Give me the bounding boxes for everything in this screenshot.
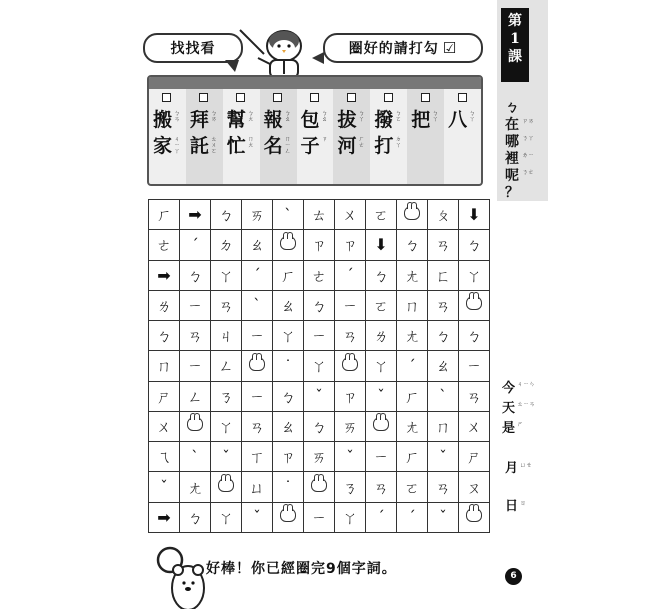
word-zhuyin: ㄅㄛ <box>395 110 402 123</box>
date-label-zhuyin: ㄩㄝ <box>520 462 533 469</box>
lesson-title-zhuyin: ㄌㄧ <box>522 152 535 159</box>
word-zhuyin: ㄇㄤ <box>247 136 254 149</box>
letter-search-grid <box>148 199 490 533</box>
grid-cell[interactable]: ˇ <box>366 381 397 411</box>
lesson-title-char: ㄅ <box>505 100 519 116</box>
word-column <box>223 89 260 186</box>
grid-cell[interactable]: ㄟ <box>149 442 180 472</box>
bunny-icon <box>280 508 296 522</box>
word-checkbox[interactable] <box>347 93 356 102</box>
word-character: 撥 <box>374 109 394 131</box>
grid-cell[interactable]: ㄤ <box>180 472 211 502</box>
grid-cell[interactable]: ㄕ <box>459 442 490 472</box>
grid-cell[interactable]: ˋ <box>180 442 211 472</box>
grid-cell[interactable]: ˋ <box>242 290 273 320</box>
grid-cell[interactable]: ㄞ <box>335 411 366 441</box>
word-zhuyin: ㄅㄚ <box>469 110 476 123</box>
grid-cell[interactable]: ㄌ <box>366 321 397 351</box>
grid-cell[interactable]: ㄛ <box>366 290 397 320</box>
lesson-title-char: 哪 <box>505 134 519 150</box>
grid-cell[interactable]: ˇ <box>242 502 273 532</box>
checkbox-icon: ☑ <box>442 39 458 57</box>
grid-cell[interactable]: ㄅ <box>459 230 490 260</box>
word-zhuyin: ㄅㄚ <box>358 110 365 123</box>
grid-cell[interactable]: ㄅ <box>211 200 242 230</box>
lesson-title-zhuyin: ㄋㄚ <box>522 135 535 142</box>
word-checkbox[interactable] <box>162 93 171 102</box>
grid-cell-bunny[interactable] <box>397 200 428 230</box>
grid-cell-bunny[interactable] <box>273 230 304 260</box>
grid-cell[interactable]: ㄢ <box>459 381 490 411</box>
word-zhuyin: ㄅㄞ <box>210 110 217 123</box>
grid-cell[interactable]: ㄅ <box>149 321 180 351</box>
grid-cell-bunny[interactable] <box>273 502 304 532</box>
grid-cell[interactable]: ㄨ <box>149 411 180 441</box>
word-column <box>260 89 297 186</box>
grid-cell[interactable]: ㄢ <box>428 472 459 502</box>
grid-cell[interactable]: ㄚ <box>304 351 335 381</box>
grid-cell[interactable]: ㄏ <box>273 260 304 290</box>
grid-cell[interactable]: ˊ <box>242 260 273 290</box>
grid-cell[interactable]: ㄅ <box>459 321 490 351</box>
grid-cell[interactable]: ˇ <box>428 502 459 532</box>
speech-bubble-find <box>143 33 243 63</box>
word-column <box>370 89 407 186</box>
grid-cell[interactable]: ˇ <box>335 442 366 472</box>
grid-cell[interactable]: ˇ <box>149 472 180 502</box>
grid-row <box>149 290 490 320</box>
word-checkbox[interactable] <box>199 93 208 102</box>
grid-cell[interactable]: ㄌ <box>149 290 180 320</box>
bunny-icon <box>311 478 327 492</box>
grid-cell[interactable]: ˇ <box>428 442 459 472</box>
date-label-char: 是 <box>502 421 516 436</box>
grid-cell[interactable]: ㄚ <box>366 351 397 381</box>
word-checkbox[interactable] <box>458 93 467 102</box>
grid-cell[interactable]: ㄤ <box>397 411 428 441</box>
lesson-title-char: 呢 <box>505 168 519 184</box>
grid-cell[interactable]: ˊ <box>397 502 428 532</box>
word-column <box>407 89 444 186</box>
bubble-tail <box>225 60 239 72</box>
grid-cell[interactable]: ㄞ <box>304 442 335 472</box>
grid-cell[interactable]: ㄇ <box>428 411 459 441</box>
grid-cell[interactable]: ㄥ <box>180 381 211 411</box>
grid-cell[interactable]: ㄧ <box>335 290 366 320</box>
grid-cell[interactable]: ㄠ <box>273 290 304 320</box>
date-label-zhuyin: ㄖ <box>520 500 527 507</box>
grid-cell[interactable]: ˇ <box>304 381 335 411</box>
grid-cell[interactable]: ㄅ <box>180 502 211 532</box>
grid-row <box>149 230 490 260</box>
word-character: 把 <box>411 109 431 131</box>
grid-cell-bunny[interactable] <box>180 411 211 441</box>
grid-cell[interactable]: ㄧ <box>242 321 273 351</box>
word-character: 搬 <box>153 109 173 131</box>
grid-cell[interactable]: ㄢ <box>180 321 211 351</box>
bear-magnifier-illustration <box>148 538 206 609</box>
arrow-down-icon[interactable]: ⬇ <box>366 230 397 260</box>
grid-cell[interactable]: ㄅ <box>397 230 428 260</box>
word-character: 家 <box>153 135 173 157</box>
grid-cell-bunny[interactable] <box>242 351 273 381</box>
grid-cell[interactable]: ㄧ <box>366 442 397 472</box>
grid-cell-bunny[interactable] <box>304 472 335 502</box>
grid-cell-bunny[interactable] <box>459 290 490 320</box>
grid-cell[interactable]: ㄚ <box>211 502 242 532</box>
word-character: 託 <box>189 135 209 157</box>
date-label-char: 天 <box>502 401 516 416</box>
word-zhuyin: ㄅㄠ <box>321 110 328 123</box>
grid-cell[interactable]: ㄡ <box>459 472 490 502</box>
arrow-right-icon[interactable]: ➡ <box>149 502 180 532</box>
word-list-box <box>147 75 483 186</box>
grid-cell[interactable]: ˊ <box>397 351 428 381</box>
date-label-zhuyin: ㄕ <box>517 421 524 428</box>
grid-cell[interactable]: ㄅ <box>366 260 397 290</box>
grid-row <box>149 200 490 230</box>
word-character: 打 <box>374 135 394 157</box>
grid-cell[interactable]: ㄚ <box>335 502 366 532</box>
grid-cell[interactable]: ㄆ <box>428 200 459 230</box>
word-list-header-band <box>149 77 481 89</box>
arrow-right-icon[interactable]: ➡ <box>149 260 180 290</box>
bunny-icon <box>466 296 482 310</box>
grid-row <box>149 321 490 351</box>
lesson-title-zhuyin: ㄋㄜ <box>522 169 535 176</box>
word-column <box>297 89 334 186</box>
grid-cell[interactable]: ㄧ <box>242 381 273 411</box>
word-column <box>444 89 481 186</box>
grid-cell[interactable]: ㄚ <box>211 260 242 290</box>
word-checkbox[interactable] <box>236 93 245 102</box>
grid-cell[interactable]: ㄊ <box>304 200 335 230</box>
grid-cell[interactable]: ㄧ <box>304 502 335 532</box>
word-zhuyin: ㄊㄨㄛ <box>210 136 217 155</box>
lesson-title-char: ？ <box>505 185 519 201</box>
grid-cell[interactable]: ㄏ <box>397 442 428 472</box>
grid-cell[interactable]: ㄇ <box>149 351 180 381</box>
word-character: 八 <box>448 109 468 131</box>
grid-cell[interactable]: ㄠ <box>273 411 304 441</box>
grid-cell[interactable]: ˙ <box>273 472 304 502</box>
word-character: 拔 <box>337 109 357 131</box>
grid-cell-bunny[interactable] <box>335 351 366 381</box>
word-character: 河 <box>337 135 357 157</box>
grid-cell[interactable]: ㄚ <box>459 260 490 290</box>
grid-cell[interactable]: ㄤ <box>397 260 428 290</box>
word-column <box>333 89 370 186</box>
word-zhuyin: ㄐㄧㄚ <box>174 136 181 155</box>
grid-cell[interactable]: ㄞ <box>242 200 273 230</box>
date-label-zhuyin: ㄐㄧㄣ <box>517 381 536 388</box>
grid-cell[interactable]: ㄅ <box>180 260 211 290</box>
grid-row <box>149 260 490 290</box>
grid-row <box>149 351 490 381</box>
grid-cell[interactable]: ˇ <box>211 442 242 472</box>
bubble-tail <box>312 52 324 64</box>
grid-cell[interactable]: ㄢ <box>335 321 366 351</box>
date-label-zhuyin: ㄊㄧㄢ <box>517 401 536 408</box>
grid-cell[interactable]: ㄅ <box>304 290 335 320</box>
word-checkbox[interactable] <box>310 93 319 102</box>
grid-cell[interactable]: ˙ <box>273 351 304 381</box>
word-character: 報 <box>263 109 283 131</box>
completion-message: 好棒！你已經圈完9個字詞。 <box>206 561 397 577</box>
word-character: 忙 <box>226 135 246 157</box>
word-character: 子 <box>300 135 320 157</box>
grid-cell[interactable]: ˊ <box>180 230 211 260</box>
grid-cell[interactable]: ˊ <box>335 260 366 290</box>
grid-cell[interactable]: ㄏ <box>397 381 428 411</box>
lesson-title-char: 在 <box>505 117 519 133</box>
grid-cell[interactable]: ㄧ <box>459 351 490 381</box>
grid-cell[interactable]: ㄅ <box>273 381 304 411</box>
grid-cell[interactable]: ㄩ <box>242 472 273 502</box>
word-checkbox[interactable] <box>384 93 393 102</box>
bubble-instructions-text: 圈好的請打勾 <box>348 41 439 57</box>
word-zhuyin: ㄉㄚ <box>395 136 402 149</box>
word-zhuyin: ㄇㄧㄥ <box>284 136 291 155</box>
word-zhuyin: ㄏㄜ <box>358 136 365 149</box>
grid-row <box>149 381 490 411</box>
word-zhuyin: ㄅㄚ <box>432 110 439 123</box>
grid-cell[interactable]: ㄗ <box>273 442 304 472</box>
grid-cell[interactable]: ㄨ <box>459 411 490 441</box>
grid-cell[interactable]: ㄗ <box>335 381 366 411</box>
grid-cell[interactable]: ㄐ <box>211 321 242 351</box>
grid-cell[interactable]: ㄜ <box>149 230 180 260</box>
grid-cell[interactable]: ㄢ <box>428 230 459 260</box>
arrow-right-icon[interactable]: ➡ <box>180 200 211 230</box>
grid-cell[interactable]: ㄛ <box>397 472 428 502</box>
word-zhuyin: ㄅㄢ <box>174 110 181 123</box>
bunny-icon <box>404 206 420 220</box>
lesson-title-char: 裡 <box>505 151 519 167</box>
word-character: 幫 <box>226 109 246 131</box>
grid-cell[interactable]: ˋ <box>428 381 459 411</box>
grid-cell[interactable]: ㄤ <box>397 321 428 351</box>
grid-cell[interactable]: ㄧ <box>304 321 335 351</box>
word-zhuyin: ㄅㄤ <box>247 110 254 123</box>
day-label: 日 <box>505 499 519 514</box>
grid-cell[interactable]: ㄜ <box>304 260 335 290</box>
penguin-teacher-illustration <box>252 28 314 78</box>
word-character: 拜 <box>189 109 209 131</box>
grid-cell[interactable]: ㄠ <box>428 351 459 381</box>
grid-cell[interactable]: ㄕ <box>149 381 180 411</box>
lesson-label: 第 1 課 <box>501 8 529 82</box>
word-zhuyin: ㄗ <box>321 136 328 143</box>
grid-cell[interactable]: ㄢ <box>366 472 397 502</box>
grid-cell[interactable]: ㄗ <box>304 230 335 260</box>
grid-cell[interactable]: ㄋ <box>211 381 242 411</box>
word-checkbox[interactable] <box>421 93 430 102</box>
grid-cell[interactable]: ㄛ <box>366 200 397 230</box>
bunny-icon <box>280 236 296 250</box>
grid-cell[interactable]: ㄧ <box>180 290 211 320</box>
grid-cell-bunny[interactable] <box>459 502 490 532</box>
word-character: 名 <box>263 135 283 157</box>
speech-bubble-instructions <box>323 33 483 63</box>
grid-cell[interactable]: ㄅ <box>304 411 335 441</box>
grid-row <box>149 472 490 502</box>
grid-cell[interactable]: ㄉ <box>211 230 242 260</box>
grid-cell[interactable]: ㄈ <box>428 260 459 290</box>
grid-cell[interactable]: ㄠ <box>242 230 273 260</box>
bunny-icon <box>342 357 358 371</box>
grid-row <box>149 442 490 472</box>
grid-cell[interactable]: ㄧ <box>180 351 211 381</box>
grid-cell[interactable]: ㄢ <box>242 411 273 441</box>
grid-cell[interactable]: ˊ <box>366 502 397 532</box>
grid-cell[interactable]: ㄥ <box>211 351 242 381</box>
grid-row <box>149 502 490 532</box>
grid-cell[interactable]: ㄚ <box>211 411 242 441</box>
bunny-icon <box>466 508 482 522</box>
word-column <box>186 89 223 186</box>
lesson-title-zhuyin: ㄗㄞ <box>522 118 535 125</box>
month-label: 月 <box>505 461 519 476</box>
page-number: 6 <box>505 568 522 585</box>
word-column <box>149 89 186 186</box>
grid-cell[interactable]: ㄇ <box>397 290 428 320</box>
word-character: 包 <box>300 109 320 131</box>
grid-cell[interactable]: ㄋ <box>335 472 366 502</box>
grid-cell[interactable]: ㄅ <box>428 321 459 351</box>
grid-cell[interactable]: ㄚ <box>273 321 304 351</box>
grid-cell[interactable]: ㄢ <box>211 290 242 320</box>
bubble-find-text: 找找看 <box>170 41 216 57</box>
grid-cell[interactable]: ㄒ <box>242 442 273 472</box>
word-checkbox[interactable] <box>273 93 282 102</box>
grid-cell[interactable]: ㄗ <box>335 230 366 260</box>
grid-cell[interactable]: ㄢ <box>428 290 459 320</box>
word-zhuyin: ㄅㄠ <box>284 110 291 123</box>
arrow-down-icon[interactable]: ⬇ <box>459 200 490 230</box>
grid-cell[interactable]: ㄏ <box>149 200 180 230</box>
grid-cell-bunny[interactable] <box>211 472 242 502</box>
bunny-icon <box>218 478 234 492</box>
bunny-icon <box>249 357 265 371</box>
grid-cell-bunny[interactable] <box>366 411 397 441</box>
grid-cell[interactable]: ˋ <box>273 200 304 230</box>
grid-row <box>149 411 490 441</box>
bunny-icon <box>187 417 203 431</box>
grid-cell[interactable]: ㄨ <box>335 200 366 230</box>
bunny-icon <box>373 417 389 431</box>
date-label-char: 今 <box>502 381 516 396</box>
